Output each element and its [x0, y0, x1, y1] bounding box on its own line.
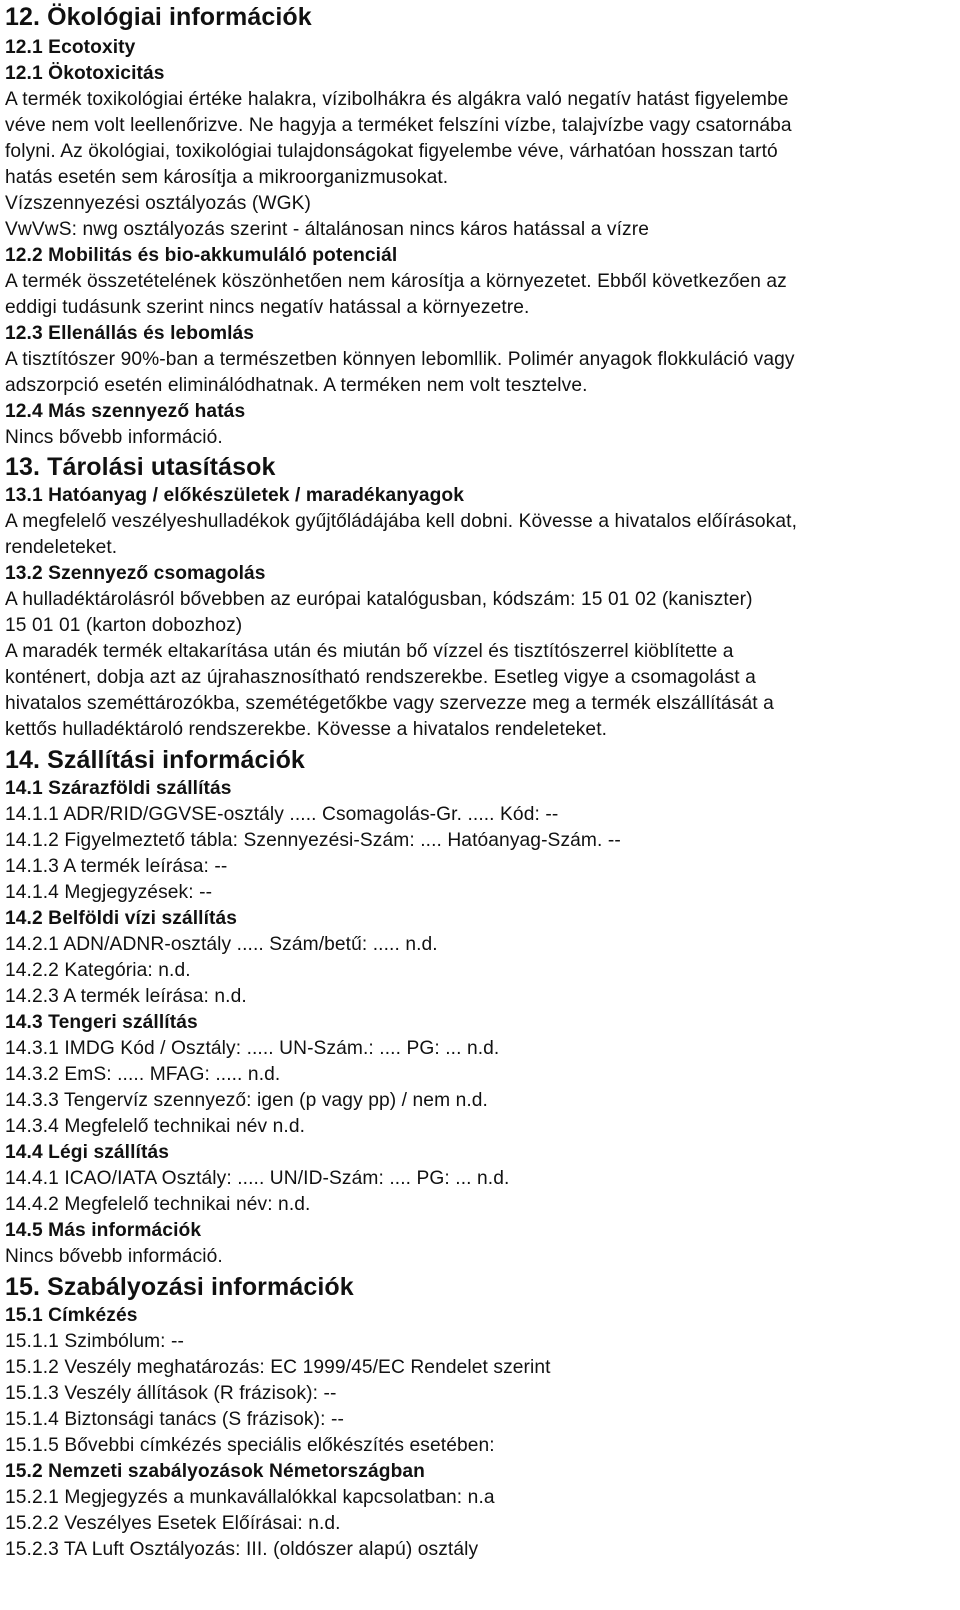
text-line: A maradék termék eltakarítása után és miután bő vízzel és tisztítószerrel kiöblítette a	[5, 641, 734, 662]
text-line: 15.1.1 Szimbólum: --	[5, 1331, 185, 1352]
subsection-heading: 12.1 Ecotoxity	[5, 37, 136, 58]
text-line: 14.2.2 Kategória: n.d.	[5, 960, 191, 981]
text-line: folyni. Az ökológiai, toxikológiai tulajdonságokat figyelembe véve, várhatóan hosszan tartó	[5, 141, 778, 162]
subsection-heading: 12.4 Más szennyező hatás	[5, 401, 246, 422]
text-line: kettős hulladéktároló rendszerekbe. Kövesse a hivatalos rendeleteket.	[5, 719, 608, 740]
text-line: 15.1.4 Biztonsági tanács (S frázisok): --	[5, 1409, 344, 1430]
subsection-heading: 14.1 Szárazföldi szállítás	[5, 778, 232, 799]
text-line: 14.3.1 IMDG Kód / Osztály: ..... UN-Szám.: .... PG: ... n.d.	[5, 1038, 500, 1059]
text-line: 14.1.3 A termék leírása: --	[5, 856, 228, 877]
text-line: eddigi tudásunk szerint nincs negatív hatással a környezetre.	[5, 297, 530, 318]
section-heading: 15. Szabályozási információk	[5, 1273, 354, 1301]
text-line: A termék összetételének köszönhetően nem károsítja a környezetet. Ebből következően az	[5, 271, 787, 292]
text-line: hivatalos szeméttározókba, szemétégetőkbe vagy szervezze meg a termék elszállítását a	[5, 693, 774, 714]
text-line: 14.2.1 ADN/ADNR-osztály ..... Szám/betű: ..... n.d.	[5, 934, 438, 955]
text-line: A tisztítószer 90%-ban a természetben könnyen lebomllik. Polimér anyagok flokkuláció vagy	[5, 349, 795, 370]
text-line: 14.4.1 ICAO/IATA Osztály: ..... UN/ID-Szám: .... PG: ... n.d.	[5, 1168, 510, 1189]
text-line: 15.1.5 Bővebbi címkézés speciális előkészítés esetében:	[5, 1435, 495, 1456]
text-line: konténert, dobja azt az újrahasznosítható rendszerekbe. Esetleg vigye a csomagolást a	[5, 667, 756, 688]
text-line: véve nem volt leellenőrizve. Ne hagyja a terméket felszíni vízbe, talajvízbe vagy csatornába	[5, 115, 792, 136]
text-line: Nincs bővebb információ.	[5, 427, 223, 448]
text-line: 15 01 01 (karton dobozhoz)	[5, 615, 243, 636]
text-line: 15.1.3 Veszély állítások (R frázisok): --	[5, 1383, 337, 1404]
text-line: rendeleteket.	[5, 537, 118, 558]
text-line: Vízszennyezési osztályozás (WGK)	[5, 193, 312, 214]
subsection-heading: 13.2 Szennyező csomagolás	[5, 563, 266, 584]
subsection-heading: 12.2 Mobilitás és bio-akkumuláló potenciál	[5, 245, 398, 266]
text-line: Nincs bővebb információ.	[5, 1246, 223, 1267]
subsection-heading: 12.3 Ellenállás és lebomlás	[5, 323, 255, 344]
subsection-heading: 13.1 Hatóanyag / előkészületek / maradékanyagok	[5, 485, 465, 506]
text-line: 14.2.3 A termék leírása: n.d.	[5, 986, 247, 1007]
subsection-heading: 12.1 Ökotoxicitás	[5, 63, 165, 84]
subsection-heading: 14.4 Légi szállítás	[5, 1142, 170, 1163]
text-line: 15.1.2 Veszély meghatározás: EC 1999/45/EC Rendelet szerint	[5, 1357, 551, 1378]
subsection-heading: 14.2 Belföldi vízi szállítás	[5, 908, 238, 929]
text-line: A hulladéktárolásról bővebben az európai katalógusban, kódszám: 15 01 02 (kaniszter)	[5, 589, 753, 610]
text-line: 14.3.2 EmS: ..... MFAG: ..... n.d.	[5, 1064, 281, 1085]
text-line: 14.3.3 Tengervíz szennyező: igen (p vagy pp) / nem n.d.	[5, 1090, 488, 1111]
text-line: hatás esetén sem károsítja a mikroorganizmusokat.	[5, 167, 449, 188]
text-line: 15.2.1 Megjegyzés a munkavállalókkal kapcsolatban: n.a	[5, 1487, 495, 1508]
subsection-heading: 15.2 Nemzeti szabályozások Németországban	[5, 1461, 425, 1482]
text-line: 14.1.4 Megjegyzések: --	[5, 882, 213, 903]
section-heading: 13. Tárolási utasítások	[5, 453, 276, 481]
section-heading: 14. Szállítási információk	[5, 746, 305, 774]
text-line: 15.2.2 Veszélyes Esetek Előírásai: n.d.	[5, 1513, 341, 1534]
text-line: A termék toxikológiai értéke halakra, vízibolhákra és algákra való negatív hatást figyelembe	[5, 89, 789, 110]
subsection-heading: 14.3 Tengeri szállítás	[5, 1012, 198, 1033]
text-line: A megfelelő veszélyeshulladékok gyűjtőládájába kell dobni. Kövesse a hivatalos előírásokat,	[5, 511, 798, 532]
subsection-heading: 15.1 Címkézés	[5, 1305, 138, 1326]
text-line: 14.1.2 Figyelmeztető tábla: Szennyezési-Szám: .... Hatóanyag-Szám. --	[5, 830, 621, 851]
subsection-heading: 14.5 Más információk	[5, 1220, 202, 1241]
section-heading: 12. Ökológiai információk	[5, 3, 312, 31]
text-line: 14.4.2 Megfelelő technikai név: n.d.	[5, 1194, 311, 1215]
text-line: adszorpció esetén eliminálódhatnak. A terméken nem volt tesztelve.	[5, 375, 588, 396]
text-line: 14.3.4 Megfelelő technikai név n.d.	[5, 1116, 306, 1137]
text-line: 15.2.3 TA Luft Osztályozás: III. (oldószer alapú) osztály	[5, 1539, 479, 1560]
text-line: 14.1.1 ADR/RID/GGVSE-osztály ..... Csomagolás-Gr. ..... Kód: --	[5, 804, 559, 825]
text-line: VwVwS: nwg osztályozás szerint - általánosan nincs káros hatással a vízre	[5, 219, 649, 240]
